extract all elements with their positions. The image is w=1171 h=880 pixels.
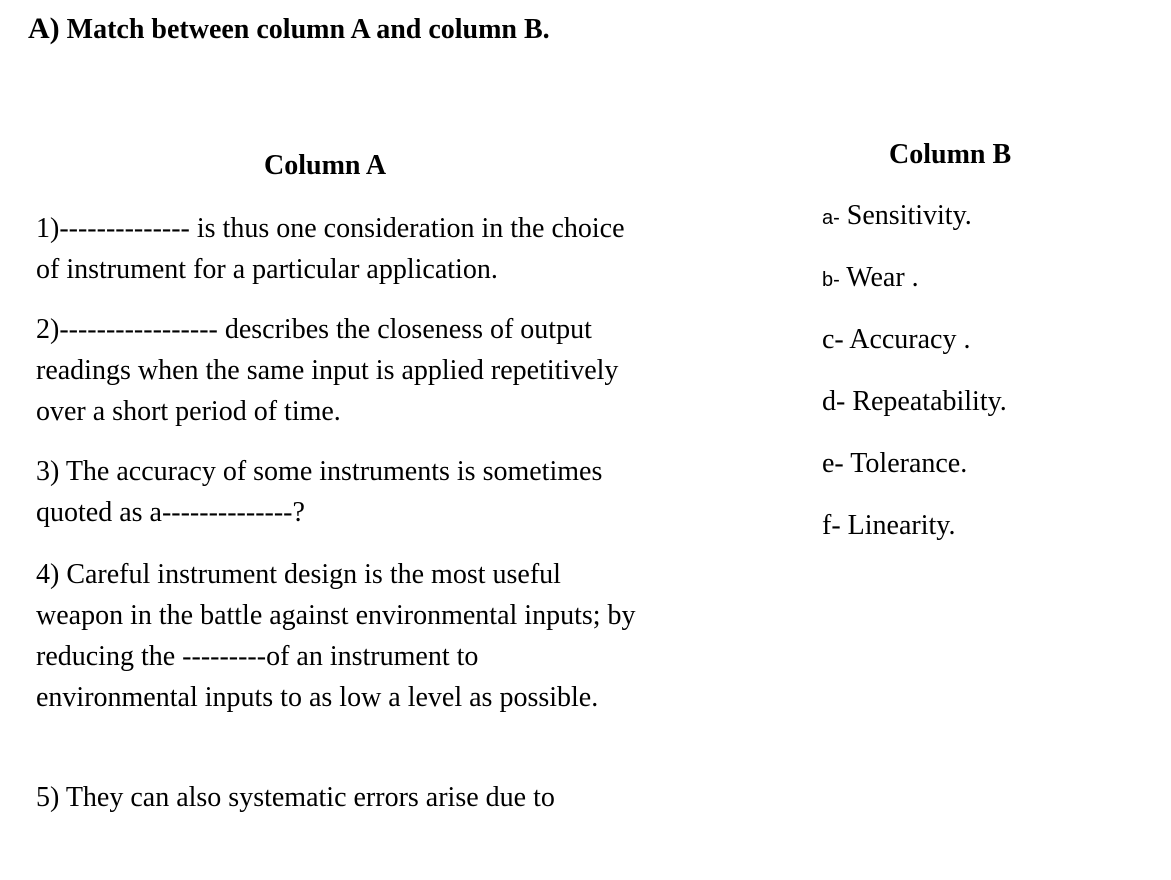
section-instruction: Match between column A and column B. [66,14,550,45]
section-letter: A) [28,12,60,45]
option-c-text: Accuracy . [843,324,971,355]
option-f-text: Linearity. [840,510,956,541]
option-a-letter: a- [822,207,840,229]
option-b-letter: b- [822,269,840,291]
section-heading [28,12,550,46]
option-f-letter: f- [822,510,841,541]
column-b-title: Column B [889,139,1012,170]
option-d [822,385,1007,419]
option-e-text: Tolerance. [843,448,968,479]
question-5: 5) They can also systematic errors arise due to [36,782,555,813]
column-a-title: Column A [264,150,387,181]
option-d-text: Repeatability. [845,386,1007,417]
question-1: 1)-------------- is thus one consideration in the choice of instrument for a particular application. [36,213,625,285]
option-e [822,447,967,481]
option-a-text: Sensitivity. [839,200,972,231]
question-3: 3) The accuracy of some instruments is sometimes quoted as a--------------? [36,456,603,528]
option-e-letter: e- [822,448,844,479]
option-a [822,199,972,235]
option-c-letter: c- [822,324,844,355]
question-4: 4) Careful instrument design is the most useful weapon in the battle against environmental inputs; by reducing the ---------of an instrument to environmental inputs to as low a level as possible. [36,559,636,713]
question-2: 2)----------------- describes the closeness of output readings when the same input is applied repetitively over a short period of time. [36,314,619,427]
option-b [822,261,919,297]
option-c [822,323,970,357]
option-d-letter: d- [822,386,846,417]
option-f [822,509,955,543]
option-b-text: Wear . [839,262,919,293]
